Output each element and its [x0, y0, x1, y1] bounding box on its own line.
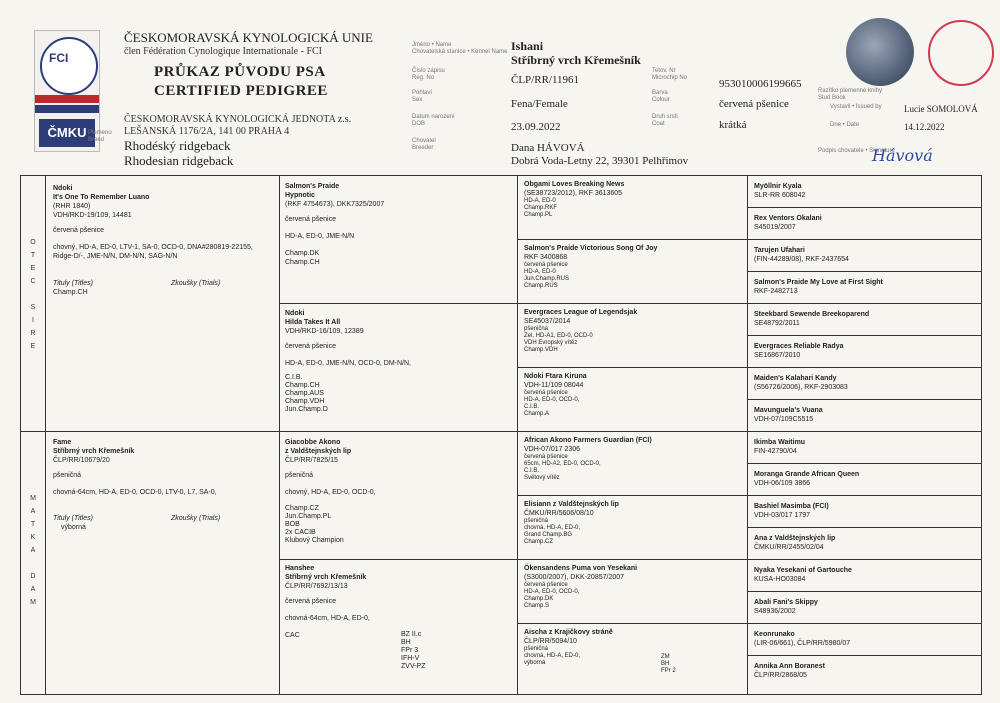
flag-stripe-red: [35, 95, 99, 103]
dob-label: Datum narození DOB: [412, 114, 455, 127]
dam-sire-reg: ČLP/RR/7825/15: [285, 457, 338, 464]
grid-line: [747, 399, 981, 400]
side-label-letter: A: [30, 547, 36, 554]
breeder-name: Dana HÁVOVÁ: [511, 142, 585, 154]
grid-line: [747, 463, 981, 464]
great-grandparent-info: červená pšenice HD-A, ED-0, OCD-0, C.I.B. Champ.A: [524, 390, 580, 417]
side-label-letter: C: [30, 278, 36, 285]
studbook-label: Razítko plemenné knihy Stud Book: [818, 88, 883, 101]
fci-emblem-icon: [40, 37, 98, 95]
name-label: Jméno • Name Chovatelská stanice • Kennel Name: [412, 42, 508, 55]
great-great-grandparent-name: Steekbard Sewende Breekoparend: [754, 311, 870, 318]
side-label-letter: R: [30, 330, 36, 337]
pedigree-table: [20, 175, 982, 695]
side-label-letter: O: [30, 239, 36, 246]
great-great-grandparent-name: Moranga Grande African Queen: [754, 471, 860, 478]
cmku-logo-text: ČMKU: [39, 119, 95, 147]
title-en: CERTIFIED PEDIGREE: [154, 83, 328, 99]
great-grandparent-cell: [524, 308, 742, 354]
great-grandparent-cell: [524, 564, 742, 610]
dog-coat: krátká: [719, 119, 747, 131]
issuer-line2: LEŠANSKÁ 1176/2A, 141 00 PRAHA 4: [124, 126, 290, 137]
breed-label: Plemeno Breed: [88, 130, 112, 143]
great-great-grandparent-cell: [754, 470, 976, 488]
sex-label: Pohlaví Sex: [412, 90, 433, 103]
dam-trials-label: Zkoušky (Trials): [171, 515, 221, 522]
great-grandparent-info: červená pšenice 65cm, HD-A2, ED-0, OCD-0, C.I.B. Světový vítěz: [524, 454, 601, 481]
dam-dam-trials: BZ II.c BH FPr 3 IFH-V ZVV-PZ: [401, 631, 426, 670]
great-grandparent-name: Salmon's Praide Victorious Song Of Joy: [524, 245, 658, 252]
great-great-grandparent-reg: (LIR-06/661), ČLP/RR/5980/07: [754, 640, 851, 647]
dog-dob: 23.09.2022: [511, 121, 561, 133]
dam-dam-cell: [285, 564, 510, 640]
great-grandparent-name: Obgami Loves Breaking News: [524, 181, 625, 188]
great-grandparent-info: HD-A, ED-0 Champ.RKF Champ.PL: [524, 198, 558, 218]
issue-date-label: Dne • Date: [830, 122, 860, 128]
great-great-grandparent-cell: [754, 310, 976, 328]
side-label-letter: T: [30, 252, 36, 259]
side-label-letter: D: [30, 573, 36, 580]
sire-sire-cell: [285, 182, 510, 267]
side-label-letter: S: [30, 304, 36, 311]
great-grandparent-reg: (SE38723/2012), RKF 3613605: [524, 190, 623, 197]
great-grandparent-info: červená pšenice HD-A, ED-0 Jun.Champ.RUS Champ.RUS: [524, 262, 570, 289]
sire-side-label: [26, 236, 40, 353]
great-grandparent-name: Ökensandens Puma von Yesekani: [524, 565, 638, 572]
issuer-line1: ČESKOMORAVSKÁ KYNOLOGICKÁ JEDNOTA z.s.: [124, 114, 352, 125]
grid-line: [517, 495, 981, 496]
great-great-grandparent-reg: S45019/2007: [754, 224, 796, 231]
great-great-grandparent-reg: SE16867/2010: [754, 352, 801, 359]
great-great-grandparent-cell: [754, 278, 976, 296]
great-great-grandparent-name: Rex Ventors Okalani: [754, 215, 822, 222]
side-label-letter: T: [30, 521, 36, 528]
side-label-letter: E: [30, 343, 36, 350]
sire-color: červená pšenice: [53, 227, 104, 234]
reg-label: Číslo zápisu Reg. No: [412, 68, 445, 81]
great-great-grandparent-reg: FIN-42790/04: [754, 448, 797, 455]
dam-dam-name: Hanshee Stříbrný vrch Křemešník: [285, 565, 367, 581]
great-grandparent-reg: RKF 3400868: [524, 254, 568, 261]
dam-titles-label: Tituly (Titles): [53, 515, 93, 522]
sire-sire-reg: (RKF 4754673), DKK7325/2007: [285, 201, 385, 208]
great-grandparent-trials: ZM BH FPr 2: [661, 654, 676, 674]
dam-sire-health: chovný, HD-A, ED-0, OCD-0,: [285, 489, 376, 496]
dam-titles: výborná: [61, 524, 86, 531]
side-label-letter: [26, 288, 40, 301]
sire-dam-color: červená pšenice: [285, 343, 336, 350]
great-grandparent-reg: VDH-11/109 08044: [524, 382, 584, 389]
great-great-grandparent-name: Ikimba Waitimu: [754, 439, 806, 446]
colour-label: Barva Colour: [652, 90, 670, 103]
great-grandparent-name: Elisiann z Valdštejnských lip: [524, 501, 619, 508]
great-great-grandparent-cell: [754, 246, 976, 264]
great-grandparent-cell: [524, 244, 742, 290]
great-great-grandparent-cell: [754, 502, 976, 520]
great-grandparent-info: pšeničná chovná, HD-A, ED-0, výborná: [524, 646, 581, 666]
great-great-grandparent-cell: [754, 662, 976, 680]
fci-logo-text: FCI: [49, 51, 69, 65]
grid-line: [21, 431, 981, 432]
great-grandparent-reg: SE45037/2014: [524, 318, 571, 325]
breed-cz: Rhodéský ridgeback: [124, 138, 231, 153]
sire-titles-label: Tituly (Titles): [53, 280, 93, 287]
grid-line: [517, 623, 981, 624]
great-great-grandparent-cell: [754, 534, 976, 552]
great-grandparent-cell: [524, 372, 742, 418]
great-great-grandparent-name: Evergraces Reliable Radya: [754, 343, 844, 350]
flag-stripe-blue: [35, 105, 99, 113]
great-great-grandparent-name: Maiden's Kalahari Kandy: [754, 375, 837, 382]
title-cz: PRŮKAZ PŮVODU PSA: [154, 64, 326, 80]
great-great-grandparent-reg: SE48792/2011: [754, 320, 800, 327]
grid-line: [517, 367, 981, 368]
great-great-grandparent-reg: ČLP/RR/2868/05: [754, 672, 807, 679]
sire-dam-name: Ndoki Hilda Takes It All: [285, 310, 341, 326]
issued-by: Lucie SOMOLOVÁ: [904, 104, 978, 114]
breed-en: Rhodesian ridgeback: [124, 153, 234, 168]
breeder-label: Chovatel Breeder: [412, 138, 436, 151]
great-great-grandparent-reg: KUSA-HO03084: [754, 576, 806, 583]
sire-sire-name: Salmon's Praide Hypnotic: [285, 183, 340, 199]
sire-dam-health: HD-A, ED-0, JME-N/N, OCD-0, DM-N/N,: [285, 360, 411, 367]
dog-kennel: Stříbrný vrch Křemešník: [511, 53, 641, 67]
dam-dam-titles: CAC: [285, 632, 300, 639]
dam-dam-health: chovná-64cm, HD-A, ED-0,: [285, 615, 370, 622]
issue-date: 14.12.2022: [904, 122, 945, 132]
sire-dam-cell: [285, 309, 510, 414]
sire-titles: Champ.CH: [53, 289, 88, 296]
breeder-signature: Hávová: [872, 146, 933, 165]
sire-sire-titles: Champ.DK Champ.CH: [285, 250, 320, 266]
grid-line: [279, 559, 981, 560]
great-great-grandparent-name: Bashiel Masimba (FCI): [754, 503, 829, 510]
studbook-stamp: [928, 20, 994, 86]
dam-reg: ČLP/RR/10679/20: [53, 457, 110, 464]
dog-colour: červená pšenice: [719, 98, 789, 110]
grid-line: [279, 303, 981, 304]
dam-dam-color: červená pšenice: [285, 598, 336, 605]
great-grandparent-reg: (S3000/2007), DKK-20857/2007: [524, 574, 625, 581]
sire-sire-health: HD-A, ED-0, JME-N/N: [285, 233, 355, 240]
great-great-grandparent-cell: [754, 630, 976, 648]
great-grandparent-info: červená pšenice HD-A, ED-0, OCD-0, Champ.DK Champ.S: [524, 582, 580, 609]
dam-sire-name: Giacobbe Akono z Valdštejnských lip: [285, 439, 352, 455]
sire-cell: [53, 184, 273, 261]
grid-line: [747, 207, 981, 208]
sire-reg: (RHR 1840) VDH/RKD-19/109, 14481: [53, 203, 132, 219]
dam-sire-color: pšeničná: [285, 472, 314, 479]
great-great-grandparent-cell: [754, 406, 976, 424]
side-label-letter: [26, 557, 40, 570]
great-great-grandparent-cell: [754, 374, 976, 392]
great-great-grandparent-reg: ČMKU/RR/2455/02/04: [754, 544, 824, 551]
great-grandparent-name: Evergraces League of Legendsjak: [524, 309, 638, 316]
dam-sire-cell: [285, 438, 510, 545]
side-label-letter: M: [30, 495, 36, 502]
great-great-grandparent-cell: [754, 598, 976, 616]
grid-line: [747, 176, 748, 694]
great-great-grandparent-name: Keonrunako: [754, 631, 795, 638]
dam-name: Fame Stříbrný vrch Křemešník: [53, 439, 135, 455]
sire-dam-titles: C.I.B. Champ.CH Champ.AUS Champ.VDH Jun.Champ.D: [285, 374, 328, 413]
great-great-grandparent-name: Annika Ann Boranest: [754, 663, 825, 670]
coat-label: Druh srsti Coat: [652, 114, 678, 127]
great-grandparent-name: Ndoki Ftara Kiruna: [524, 373, 587, 380]
sire-name: Ndoki It's One To Remember Luano: [53, 185, 150, 201]
great-great-grandparent-name: Tarujen Ufahari: [754, 247, 805, 254]
great-great-grandparent-cell: [754, 182, 976, 200]
sire-dam-reg: VDH/RKD-16/109, 12389: [285, 328, 364, 335]
grid-line: [517, 239, 981, 240]
great-great-grandparent-cell: [754, 214, 976, 232]
great-grandparent-cell: [524, 180, 742, 219]
great-great-grandparent-reg: S48936/2002: [754, 608, 796, 615]
signature-label: Podpis chovatele • Signature: [818, 148, 895, 154]
dam-dam-reg: ČLP/RR/7692/13/13: [285, 583, 348, 590]
dam-color: pšeničná: [53, 472, 82, 479]
great-grandparent-cell: [524, 628, 742, 667]
great-great-grandparent-name: Salmon's Praide My Love at First Sight: [754, 279, 883, 286]
grid-line: [747, 527, 981, 528]
great-great-grandparent-reg: VDH-03/017 1797: [754, 512, 811, 519]
side-label-letter: K: [30, 534, 36, 541]
great-great-grandparent-name: Myöllnir Kyala: [754, 183, 802, 190]
great-great-grandparent-cell: [754, 438, 976, 456]
side-label-letter: A: [30, 508, 36, 515]
great-great-grandparent-name: Ana z Valdštejnských lip: [754, 535, 836, 542]
breeder-address: Dobrá Voda-Letny 22, 39301 Pelhřimov: [511, 155, 689, 167]
dam-side-label: [26, 492, 40, 609]
great-grandparent-reg: ČLP/RR/5094/10: [524, 638, 577, 645]
great-great-grandparent-name: Abali Fani's Skippy: [754, 599, 818, 606]
great-great-grandparent-name: Mavunguela's Vuana: [754, 407, 823, 414]
dam-health: chovná-64cm, HD-A, ED-0, OCD-0, LTV-0, L7, SA-0,: [53, 489, 217, 496]
grid-line: [747, 335, 981, 336]
great-great-grandparent-name: Nyaka Yesekani of Gartouche: [754, 567, 852, 574]
side-label-letter: A: [30, 586, 36, 593]
dog-reg-no: ČLP/RR/11961: [511, 74, 580, 86]
issued-by-label: Vystavil • Issued by: [830, 104, 882, 110]
org-name: ČESKOMORAVSKÁ KYNOLOGICKÁ UNIE: [124, 30, 373, 45]
great-great-grandparent-reg: VDH-07/109C5515: [754, 416, 814, 423]
great-grandparent-name: Aischa z Krajičkovy stráně: [524, 629, 613, 636]
great-grandparent-info: pšeničná chovná, HD-A, ED-0, Grand Champ.BG Champ.CZ: [524, 518, 581, 545]
side-label-letter: M: [30, 599, 36, 606]
great-great-grandparent-reg: SLR-RR 608042: [754, 192, 806, 199]
dog-sex: Fena/Female: [511, 98, 568, 110]
dam-sire-titles: Champ.CZ Jun.Champ.PL BOB 2x CACIB Klubový Champion: [285, 505, 344, 544]
great-grandparent-reg: VDH-07/017 2306: [524, 446, 581, 453]
grid-line: [747, 655, 981, 656]
great-grandparent-name: African Akono Farmers Guardian (FCI): [524, 437, 652, 444]
grid-line: [279, 176, 280, 694]
great-great-grandparent-reg: VDH-06/109 3866: [754, 480, 811, 487]
great-great-grandparent-reg: (S56726/2006), RKF-2903083: [754, 384, 848, 391]
great-grandparent-reg: ČMKU/RR/5606/08/10: [524, 510, 594, 517]
great-great-grandparent-reg: (FIN-44289/08), RKF-2437654: [754, 256, 849, 263]
microchip-label: Tetov. Nr Microchip No: [652, 68, 688, 81]
grid-line: [45, 176, 46, 694]
grid-line: [747, 591, 981, 592]
great-grandparent-cell: [524, 500, 742, 546]
dam-cell: [53, 438, 273, 497]
great-great-grandparent-cell: [754, 342, 976, 360]
great-grandparent-cell: [524, 436, 742, 482]
great-great-grandparent-cell: [754, 566, 976, 584]
side-label-letter: I: [32, 317, 34, 324]
fci-membership: člen Fédération Cynologique Internationale - FCI: [124, 46, 323, 57]
sire-health: chovný, HD-A, ED-0, LTV-1, SA-0, OCD-0, DNA#280819-22155, Ridge-D/-, JME-N/N, DM-N/N, SAG-N/N: [53, 244, 253, 260]
sire-trials-label: Zkoušky (Trials): [171, 280, 221, 287]
great-grandparent-info: pšeničná Zel, HD-A1, ED-0, OCD-0 VDH Evropský vítěz Champ.VDH: [524, 326, 593, 353]
sire-sire-color: červená pšenice: [285, 216, 336, 223]
hologram-seal: [846, 18, 914, 86]
dog-name: Ishani: [511, 39, 544, 53]
microchip-number: 953010006199665: [719, 78, 802, 90]
grid-line: [517, 176, 518, 694]
side-label-letter: E: [30, 265, 36, 272]
grid-line: [747, 271, 981, 272]
great-great-grandparent-reg: RKF-2482713: [754, 288, 798, 295]
